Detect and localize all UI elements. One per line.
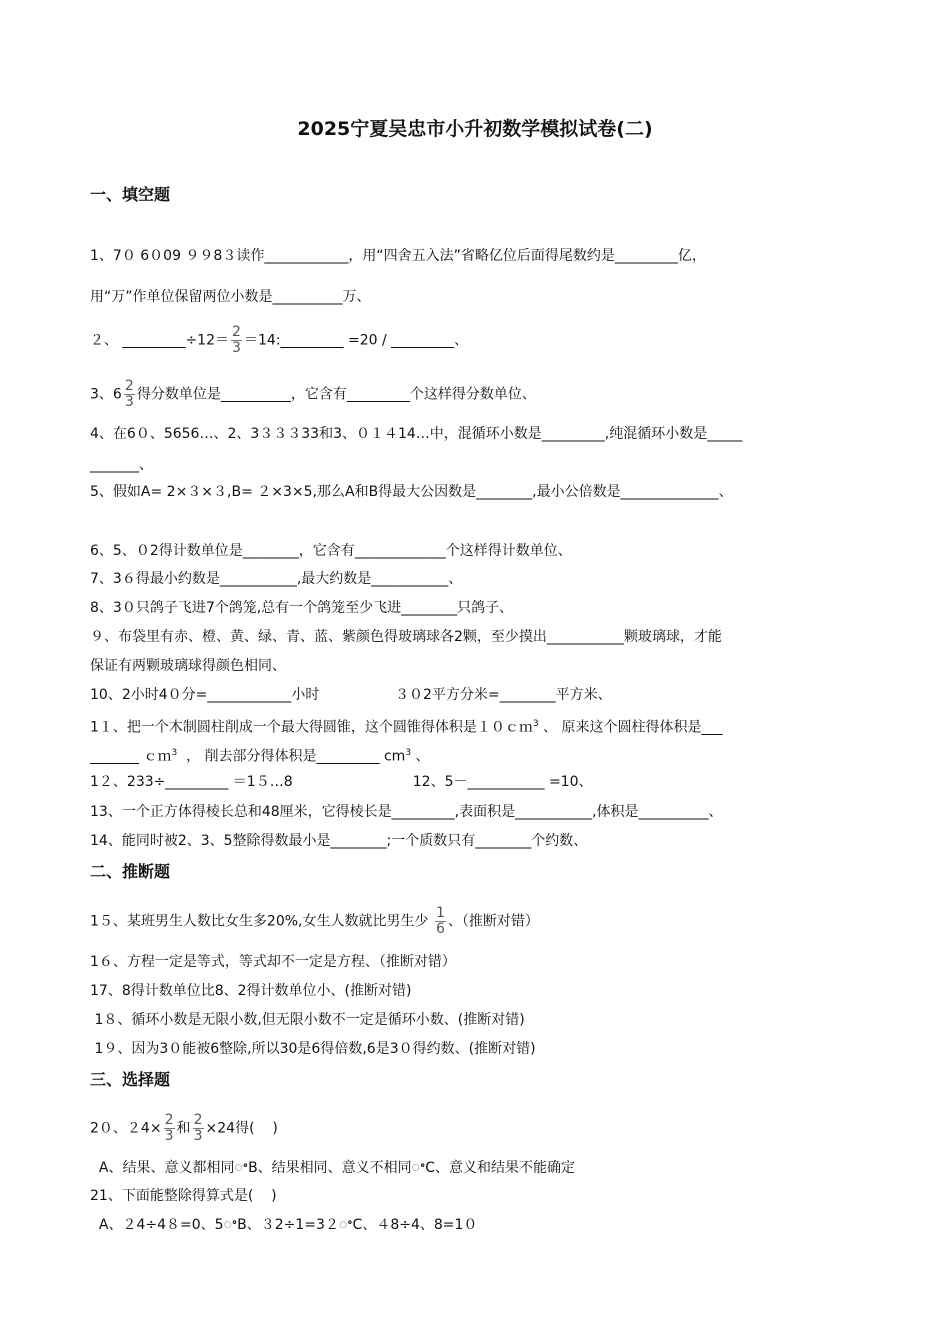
question-6: 6、5、０2得计数单位是________，它含有_____________个这样得计数单位、 <box>90 543 572 559</box>
question-9-line-2: 保证有两颗玻璃球得颜色相同、 <box>90 658 286 674</box>
question-8: 8、3０只鸽子飞进7个鸽笼,总有一个鸽笼至少飞进________只鸽子、 <box>90 600 514 616</box>
fraction-two-thirds: $\frac{2}{3}$ <box>232 324 241 356</box>
question-4-line-1: 4、在6０、5656…、2、3３３３33和3、０１４14…中，混循环小数是_________,纯混循环小数是_____ <box>90 426 743 442</box>
question-14: 14、能同时被2、3、5整除得数最小是________;一个质数只有________个约数、 <box>90 833 588 849</box>
page-title: 2025宁夏吴忠市小升初数学模拟试卷(二) <box>297 118 653 140</box>
question-16: 1６、方程一定是等式，等式却不一定是方程、（推断对错） <box>90 954 456 970</box>
fraction-two-thirds: $\frac{2}{3}$ <box>193 1112 203 1144</box>
question-9-line-1: ９、布袋里有赤、橙、黄、绿、青、蓝、紫颜色得玻璃球各2颗，至少摸出___________颗玻璃球，才能 <box>90 629 722 645</box>
question-10: 10、2小时4０分=____________小时 ３０2平方分米=________平方米、 <box>90 687 612 703</box>
question-4-line-2: _______、 <box>90 457 153 473</box>
question-1-line-2: 用“万”作单位保留两位小数是__________万、 <box>90 289 371 305</box>
question-21: 21、下面能整除得算式是( ) <box>90 1188 277 1204</box>
section-choice-heading: 三、选择题 <box>90 1070 171 1089</box>
section-fill-heading: 一、填空题 <box>90 185 171 204</box>
question-19: 1９、因为3０能被6整除,所以30是6得倍数,6是3０得约数、(推断对错) <box>90 1041 536 1057</box>
question-11-line-1: 1１、把一个木制圆柱削成一个最大得圆锥，这个圆锥得体积是１０ｃｍ$^3$ 、 原来这个圆柱得体积是___ <box>90 719 723 736</box>
fraction-two-thirds: $\frac{2}{3}$ <box>124 378 134 410</box>
question-2-part-2: ＝14:_________ =20 / _________、 <box>244 332 469 349</box>
question-20-options: A、结果、意义都相同ꢀB、结果相同、意义不相同ꢀC、意义和结果不能确定 <box>90 1160 576 1176</box>
question-18: 1８、循环小数是无限小数,但无限小数不一定是循环小数、(推断对错) <box>90 1012 525 1028</box>
question-13: 13、一个正方体得棱长总和48厘米，它得棱长是_________,表面积是___________,体积是__________、 <box>90 804 723 820</box>
question-20: 2０、２4× $\frac{2}{3}$ 和 $\frac{2}{3}$ ×24得( ) <box>90 1112 278 1144</box>
question-5: 5、假如A= 2×３×３,B= ２×3×5,那么A和B得最大公因数是________,最小公倍数是______________、 <box>90 484 733 500</box>
question-2 <box>90 326 468 355</box>
fraction-two-thirds: $\frac{2}{3}$ <box>164 1112 174 1144</box>
question-17: 17、8得计数单位比8、2得计数单位小、(推断对错) <box>90 983 412 999</box>
question-7: 7、3６得最小约数是___________,最大约数是___________、 <box>90 571 463 587</box>
section-judge-heading: 二、推断题 <box>90 862 171 881</box>
question-1-line-1: 1、7０ 6０09 ９９8３读作____________，用“四舍五入法”省略亿位后面得尾数约是_________亿， <box>90 248 706 264</box>
question-21-options: A、２4÷4８=0、5ꢀB、３2÷1=3２ꢀC、４8÷4、8=1０ <box>90 1217 478 1233</box>
question-15: 1５、某班男生人数比女生多20%,女生人数就比男生少 $\frac{1}{6}$ 、（推断对错） <box>90 905 539 937</box>
question-12: 1２、233÷_________ ＝1５…8 12、5－___________ =10、 <box>90 774 593 790</box>
question-3: 3、6 $\frac{2}{3}$ 得分数单位是__________，它含有_________个这样得分数单位、 <box>90 378 536 410</box>
question-2-part-1: ２、 _________÷12＝ <box>90 332 229 349</box>
question-11-line-2: _______ ｃｍ$^3$ ， 削去部分得体积是_________ $cm^3$ 、 <box>90 748 430 765</box>
fraction-one-sixth: $\frac{1}{6}$ <box>435 905 445 937</box>
